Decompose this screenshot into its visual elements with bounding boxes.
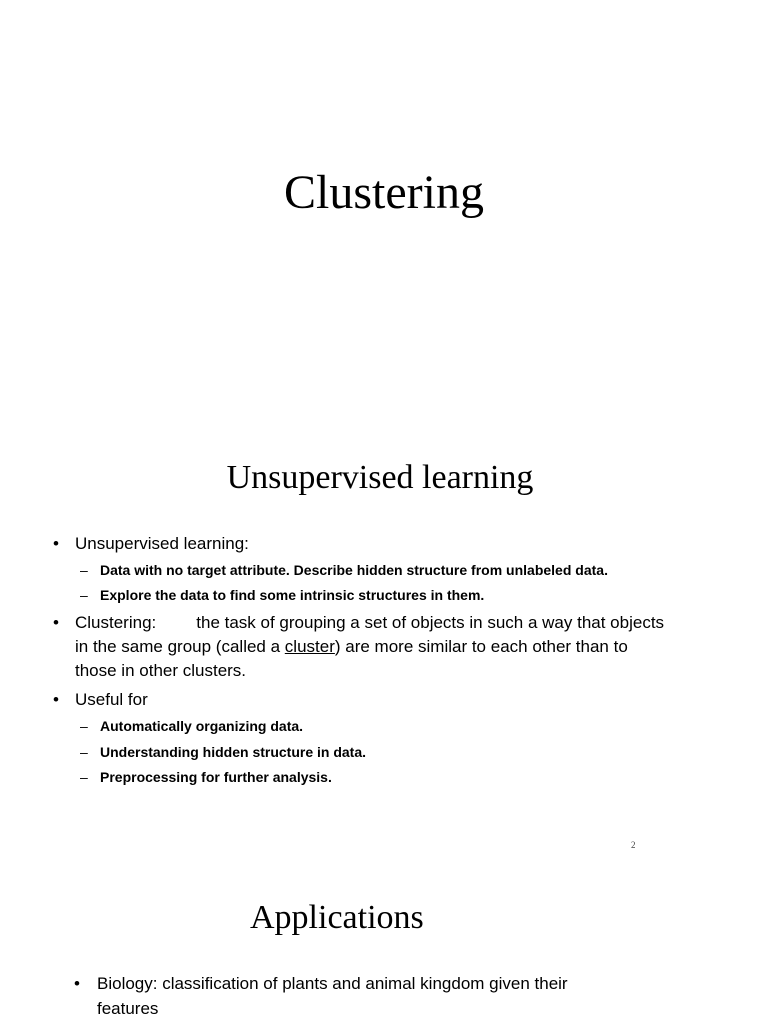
sub-bullet-preprocessing: Preprocessing for further analysis. xyxy=(100,769,332,785)
sub-bullet-explore: Explore the data to find some intrinsic structures in them. xyxy=(100,587,485,603)
dash-icon: – xyxy=(80,769,88,785)
bullet-clustering-line3: those in other clusters. xyxy=(75,661,247,680)
bullet-useful-for: Useful for xyxy=(75,690,148,709)
dash-icon: – xyxy=(80,587,88,603)
bullet-biology-line2: features xyxy=(97,999,159,1018)
sub-bullet-no-target: Data with no target attribute. Describe hidden structure from unlabeled data. xyxy=(100,562,608,578)
bullet-icon: • xyxy=(53,534,59,553)
cluster-link[interactable]: cluster xyxy=(284,637,335,656)
bullet-icon: • xyxy=(53,613,59,632)
bullet-icon: • xyxy=(53,690,59,709)
bullet-icon: • xyxy=(74,974,80,993)
clustering-line2-post: ) are more similar to each other than to xyxy=(334,637,628,656)
clustering-label: Clustering: xyxy=(75,613,157,632)
clustering-line2-pre: in the same group (called a xyxy=(75,637,285,656)
slide-title-unsupervised: Unsupervised learning xyxy=(226,459,534,496)
dash-icon: – xyxy=(80,718,88,734)
bullet-unsupervised: Unsupervised learning: xyxy=(75,534,249,553)
bullet-clustering-line1 xyxy=(75,611,664,635)
page-number: 2 xyxy=(631,840,636,850)
slide-title-applications: Applications xyxy=(250,899,424,936)
bullet-clustering-line2 xyxy=(75,635,628,659)
sub-bullet-organizing: Automatically organizing data. xyxy=(100,718,304,734)
dash-icon: – xyxy=(80,562,88,578)
dash-icon: – xyxy=(80,744,88,760)
clustering-definition: the task of grouping a set of objects in such a way that objects xyxy=(196,613,665,632)
bullet-biology-line1: Biology: classification of plants and animal kingdom given their xyxy=(97,974,568,993)
slide-title-clustering: Clustering xyxy=(284,166,484,219)
sub-bullet-hidden-structure: Understanding hidden structure in data. xyxy=(100,744,367,760)
